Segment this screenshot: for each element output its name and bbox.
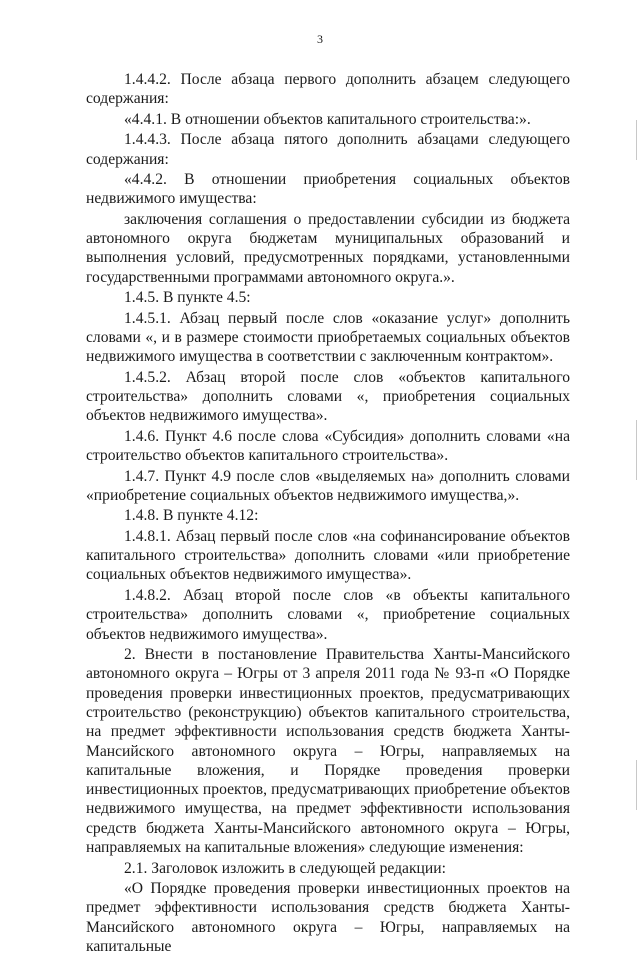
paragraph-subsidy-agreement: заключения соглашения о предоставлении субсидии из бюджета автономного округа бюджетам муниципальных образований и выполнения условий, предусмотренных порядками, установленными государственными программами автономного округа.».: [86, 210, 570, 286]
paragraph-1-4-4-2: 1.4.4.2. После абзаца первого дополнить абзацем следующего содержания:: [86, 71, 570, 108]
paragraph-1-4-8: 1.4.8. В пункте 4.12:: [124, 507, 259, 525]
page-number: 3: [317, 32, 323, 46]
paragraph-1-4-6: 1.4.6. Пункт 4.6 после слова «Субсидия» дополнить словами «на строительство объектов капитального строительства».: [86, 427, 570, 465]
scan-edge-mark: [636, 420, 637, 480]
paragraph-1-4-8-2: 1.4.8.2. Абзац второй после слов «в объекты капитального строительства» дополнить словами «, приобретение социальных объектов недвижимого имущества».: [86, 586, 570, 643]
scan-edge-mark: [636, 760, 637, 810]
paragraph-new-title: «О Порядке проведения проверки инвестиционных проектов на предмет эффективности использования средств бюджета Ханты-Мансийского автономного округа – Югры, направляемых на капитальные: [86, 879, 570, 955]
document-body: [86, 70, 570, 956]
paragraph-2-1: 2.1. Заголовок изложить в следующей редакции:: [124, 859, 446, 877]
paragraph-1-4-5-1: 1.4.5.1. Абзац первый после слов «оказание услуг» дополнить словами «, и в размере стоимости приобретаемых социальных объектов недвижимого имущества в соответствии с заключенным контрактом».: [86, 309, 570, 366]
paragraph-1-4-5: 1.4.5. В пункте 4.5:: [124, 289, 251, 307]
paragraph-4-4-1: «4.4.1. В отношении объектов капитального строительства:».: [124, 110, 531, 128]
paragraph-2: 2. Внести в постановление Правительства Ханты-Мансийского автономного округа – Югры от 3 апреля 2011 года № 93-п «О Порядке проведения проверки инвестиционных проектов, предусматривающих строительство (реконструкцию) объектов капитального строительства, на предмет эффективности использования средств бюджета Ханты-Мансийского автономного округа – Югры, направляемых на капитальные вложения, и Порядке проведения проверки инвестиционных проектов, предусматривающих приобретение объектов недвижимого имущества, на предмет эффективности использования средств бюджета Ханты-Мансийского автономного округа – Югры, направляемых на капитальные вложения» следующие изменения:: [86, 646, 570, 857]
paragraph-1-4-7: 1.4.7. Пункт 4.9 после слов «выделяемых на» дополнить словами «приобретение социальных объектов недвижимого имущества,».: [86, 467, 570, 504]
scan-edge-mark: [636, 120, 637, 160]
paragraph-1-4-5-2: 1.4.5.2. Абзац второй после слов «объектов капитального строительства» дополнить словами «, приобретения социальных объектов недвижимого имущества».: [86, 368, 570, 425]
paragraph-1-4-4-3: 1.4.4.3. После абзаца пятого дополнить абзацами следующего содержания:: [86, 131, 570, 168]
paragraph-4-4-2: «4.4.2. В отношении приобретения социальных объектов недвижимого имущества:: [86, 171, 570, 208]
paragraph-1-4-8-1: 1.4.8.1. Абзац первый после слов «на софинансирование объектов капитального строительства» дополнить словами «или приобретение социальных объектов недвижимого имущества».: [86, 527, 570, 584]
